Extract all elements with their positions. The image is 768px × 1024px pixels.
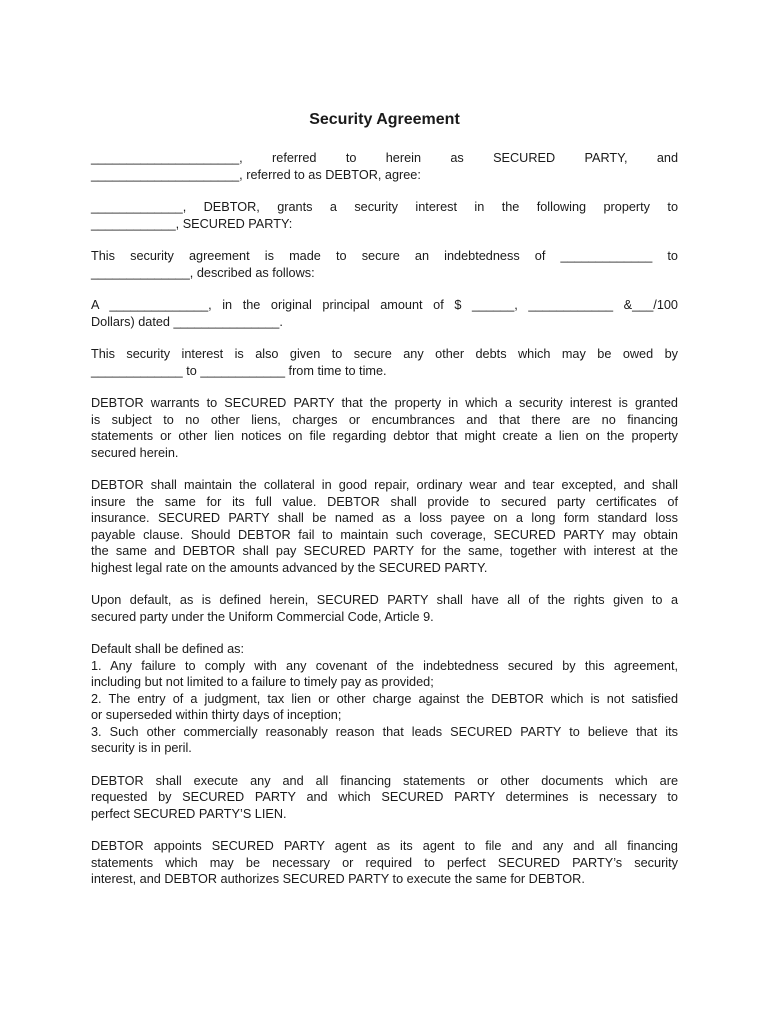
text-line: statements or other lien notices on file regarding debtor that might create a lien on the property <box>91 429 678 443</box>
text-line: DEBTOR warrants to SECURED PARTY that the property in which a security interest is granted <box>91 396 678 410</box>
text-line: DEBTOR shall execute any and all financing statements or other documents which are <box>91 773 678 788</box>
text-line: Dollars) dated _______________. <box>91 314 283 329</box>
text-line: insurance. SECURED PARTY shall be named as a loss payee on a long form standard loss <box>91 511 678 525</box>
text-line: perfect SECURED PARTY’S LIEN. <box>91 806 287 821</box>
financing-statements-paragraph <box>91 773 678 823</box>
document-page <box>91 110 678 904</box>
text-line: highest legal rate on the amounts advanced by the SECURED PARTY. <box>91 560 488 575</box>
maintenance-paragraph <box>91 477 678 576</box>
text-line: DEBTOR shall maintain the collateral in good repair, ordinary wear and tear excepted, and shall <box>91 478 678 492</box>
text-line: including but not limited to a failure to timely pay as provided; <box>91 675 434 689</box>
text-line: This security agreement is made to secure an indebtedness of _____________ to <box>91 249 678 263</box>
other-debts-paragraph <box>91 346 678 379</box>
text-line: secured herein. <box>91 445 179 460</box>
text-line: ______________, described as follows: <box>91 265 315 280</box>
document-title: Security Agreement <box>309 111 460 128</box>
default-item <box>91 691 678 724</box>
text-line: 2. The entry of a judgment, tax lien or other charge against the DEBTOR which is not satisfied <box>91 691 678 706</box>
text-line: or superseded within thirty days of inception; <box>91 708 342 722</box>
text-line: _____________, DEBTOR, grants a security interest in the following property to <box>91 200 678 214</box>
text-line: the same and DEBTOR shall pay SECURED PARTY for the same, together with interest at the <box>91 544 678 558</box>
text-line: payable clause. Should DEBTOR fail to maintain such coverage, SECURED PARTY may obtain <box>91 527 678 542</box>
text-line: 3. Such other commercially reasonably reason that leads SECURED PARTY to believe that its <box>91 724 678 739</box>
text-line: requested by SECURED PARTY and which SECURED PARTY determines is necessary to <box>91 790 678 804</box>
parties-paragraph <box>91 150 678 183</box>
text-line: DEBTOR appoints SECURED PARTY agent as its agent to file and any and all financing <box>91 839 678 853</box>
text-line: ____________, SECURED PARTY: <box>91 216 293 231</box>
text-line: Upon default, as is defined herein, SECURED PARTY shall have all of the rights given to a <box>91 593 678 607</box>
default-item <box>91 658 678 691</box>
default-rights-paragraph <box>91 592 678 625</box>
text-line: secured party under the Uniform Commercial Code, Article 9. <box>91 609 434 624</box>
default-definition-block <box>91 641 678 757</box>
text-line: _____________________, referred to as DEBTOR, agree: <box>91 167 421 182</box>
principal-paragraph <box>91 297 678 330</box>
default-item <box>91 724 678 757</box>
text-line: 1. Any failure to comply with any covenant of the indebtedness secured by this agreement, <box>91 658 678 673</box>
default-heading: Default shall be defined as: <box>91 642 245 656</box>
text-line: is subject to no other liens, charges or encumbrances and that there are no financing <box>91 412 678 427</box>
text-line: insure the same for its full value. DEBTOR shall provide to secured party certificates of <box>91 494 678 509</box>
text-line: _____________ to ____________ from time to time. <box>91 363 387 378</box>
text-line: _____________________, referred to herein as SECURED PARTY, and <box>91 151 678 165</box>
grant-paragraph <box>91 199 678 232</box>
text-line: This security interest is also given to secure any other debts which may be owed by <box>91 347 678 361</box>
text-line: statements which may be necessary or required to perfect SECURED PARTY’s security <box>91 855 678 870</box>
text-line: interest, and DEBTOR authorizes SECURED PARTY to execute the same for DEBTOR. <box>91 872 585 886</box>
text-line: security is in peril. <box>91 741 192 755</box>
indebtedness-paragraph <box>91 248 678 281</box>
warranty-paragraph <box>91 395 678 461</box>
agent-appointment-paragraph <box>91 838 678 888</box>
text-line: A ______________, in the original principal amount of $ ______, ____________ &___/100 <box>91 298 678 312</box>
